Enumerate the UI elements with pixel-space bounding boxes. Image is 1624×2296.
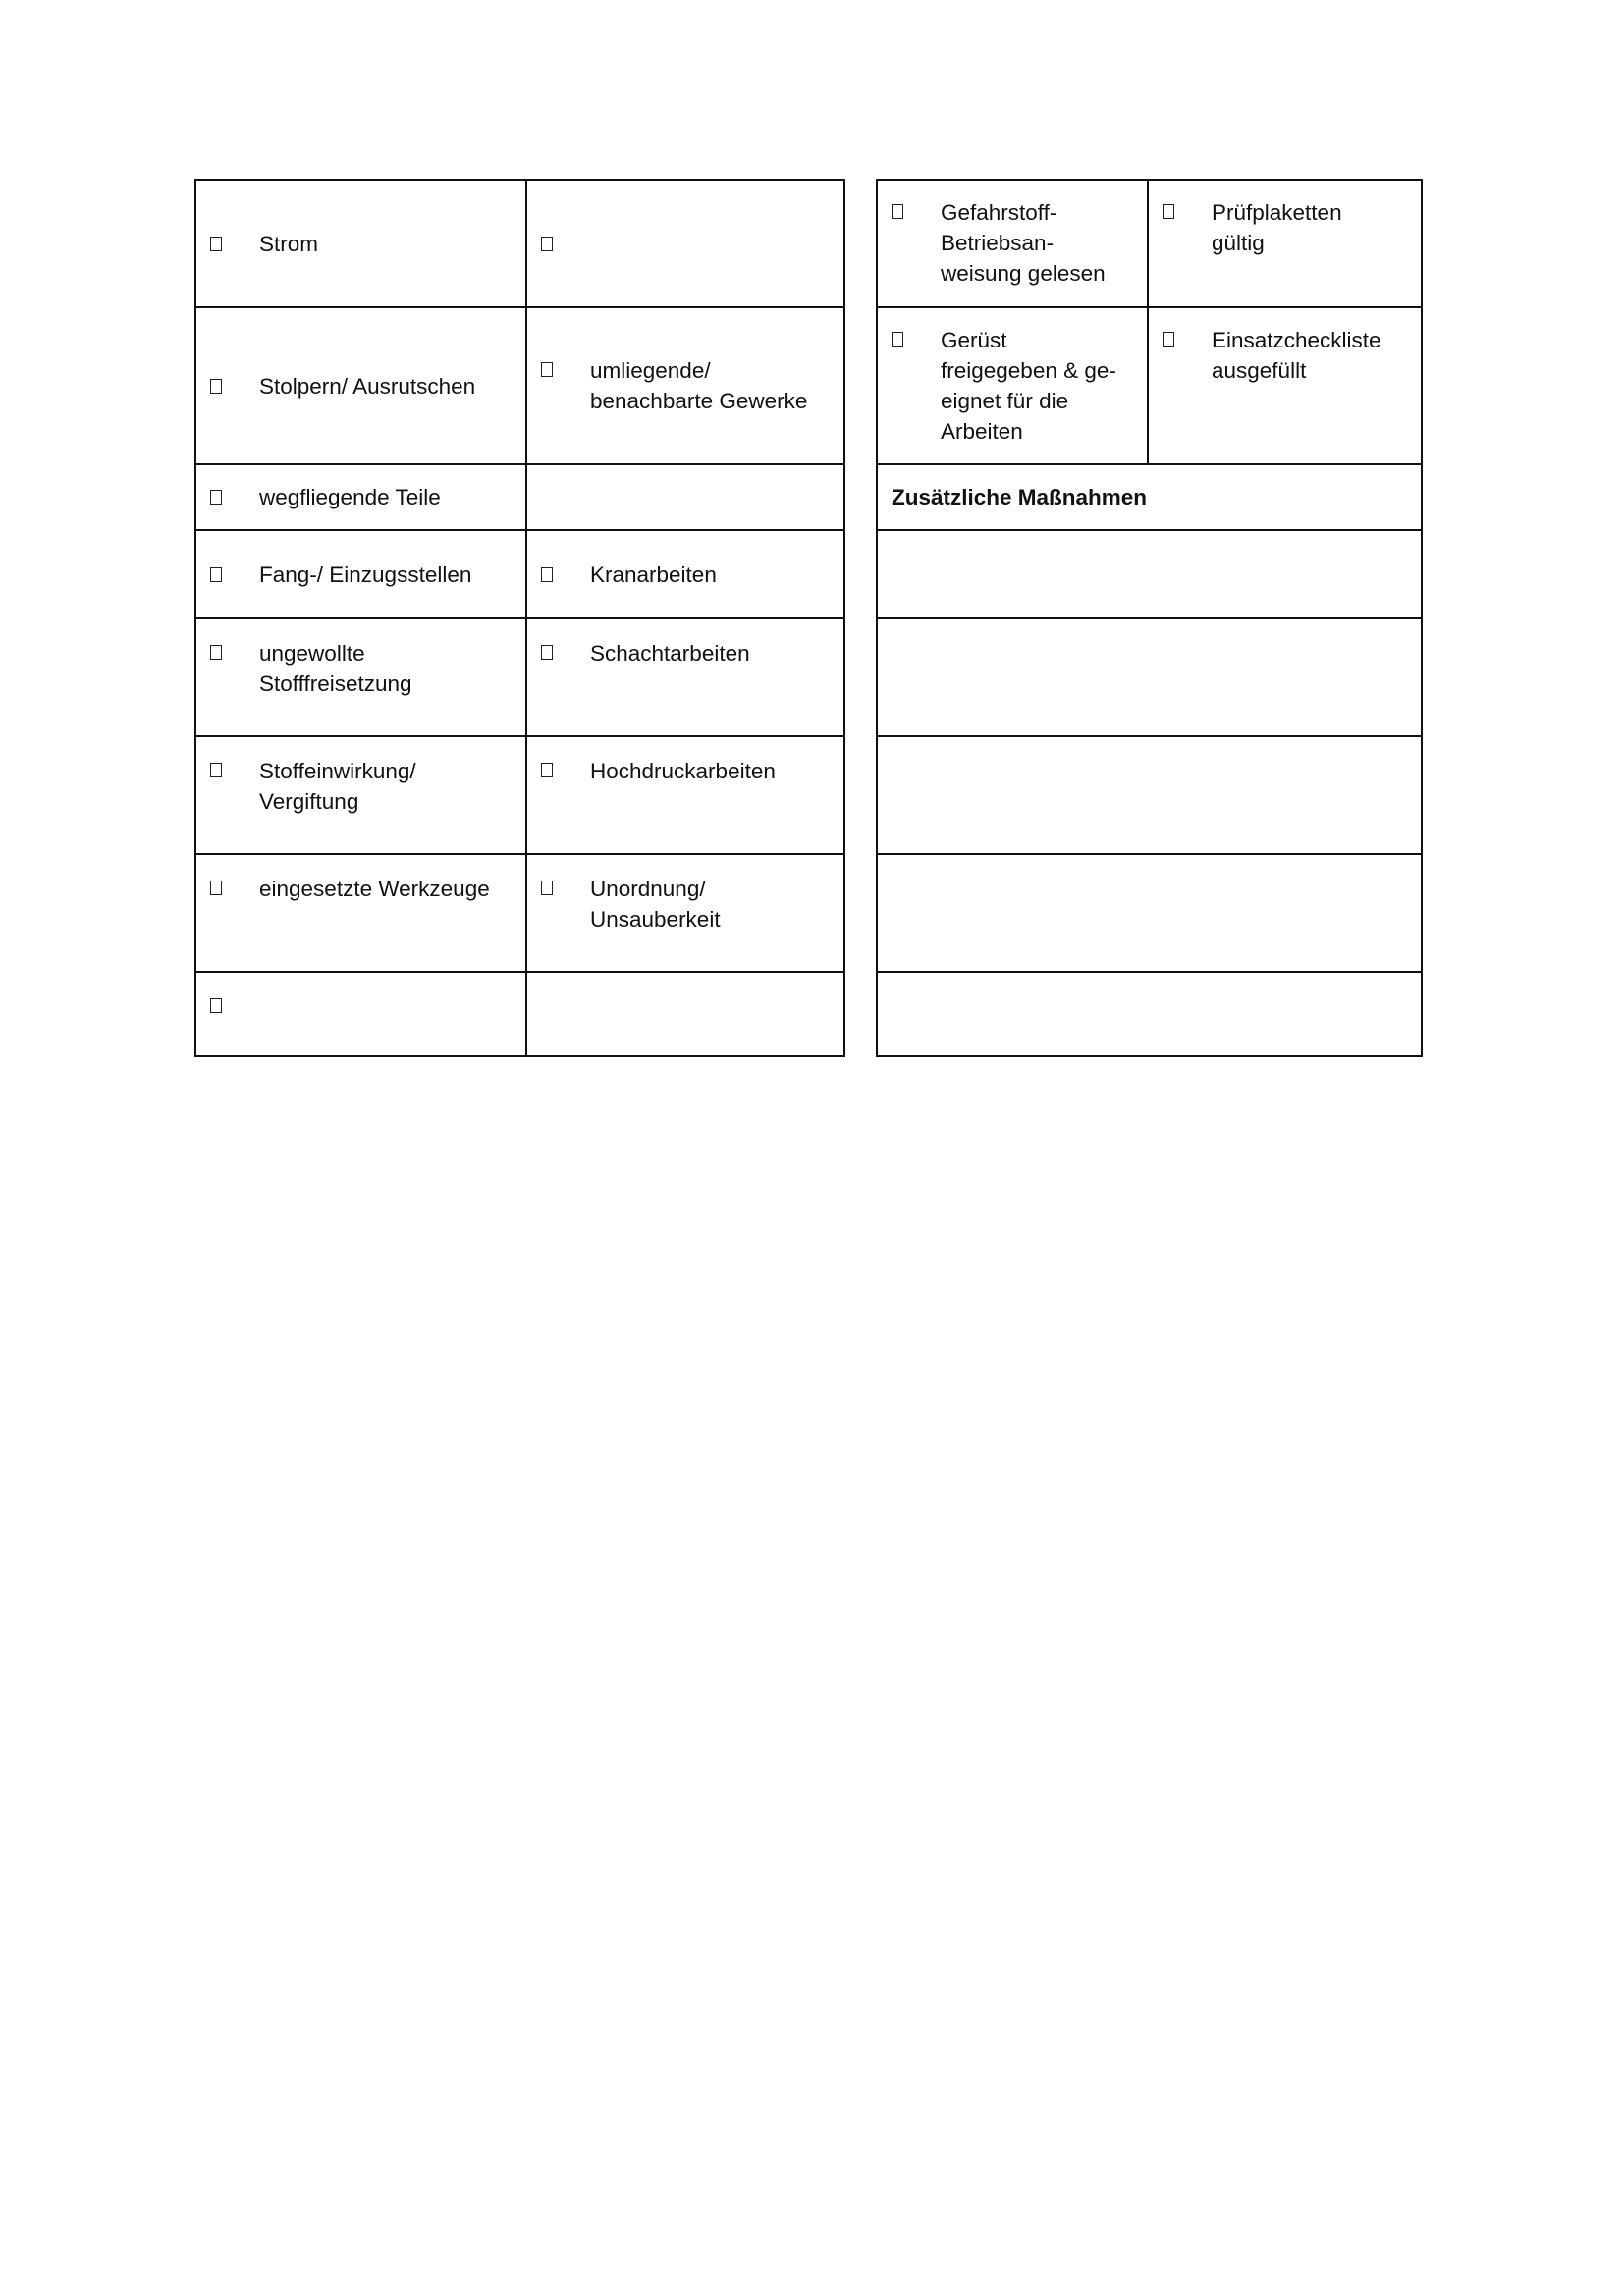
checkbox[interactable]	[541, 567, 553, 582]
checkbox-label: Fang-/ Einzugsstellen	[259, 561, 472, 587]
checkbox[interactable]	[1163, 332, 1174, 347]
table-cell	[527, 465, 843, 529]
checkbox[interactable]	[210, 645, 222, 660]
table-row	[196, 971, 843, 1055]
table-cell	[527, 737, 843, 853]
table-cell	[196, 619, 527, 735]
checkbox-label: ungewollte Stofffreisetzung	[259, 641, 412, 696]
table-row[interactable]	[878, 735, 1421, 853]
table-cell	[1149, 181, 1421, 306]
table-cell	[196, 737, 527, 853]
table-row	[196, 529, 843, 617]
table-row	[196, 181, 843, 306]
empty-measure-cell[interactable]	[878, 619, 1421, 735]
table-row	[196, 735, 843, 853]
checkbox[interactable]	[541, 763, 553, 777]
checkbox[interactable]	[541, 645, 553, 660]
checkbox[interactable]	[210, 379, 222, 394]
table-row	[196, 463, 843, 529]
table-row[interactable]	[878, 617, 1421, 735]
table-cell	[878, 465, 1421, 529]
measures-table	[876, 179, 1423, 1057]
table-cell	[878, 308, 1149, 463]
checkbox-label: Stoffeinwirkung/ Vergiftung	[259, 759, 416, 814]
empty-measure-cell[interactable]	[878, 531, 1421, 617]
section-heading: Zusätzliche Maßnahmen	[892, 485, 1148, 509]
checkbox[interactable]	[210, 763, 222, 777]
table-row	[878, 306, 1421, 463]
checkbox[interactable]	[1163, 204, 1174, 219]
checkbox[interactable]	[210, 567, 222, 582]
table-row[interactable]	[878, 971, 1421, 1055]
checkbox-label: Einsatzcheckliste ausgefüllt	[1212, 328, 1381, 383]
table-row[interactable]	[878, 853, 1421, 971]
table-cell	[527, 181, 843, 306]
table-row	[196, 853, 843, 971]
checkbox-label: Schachtarbeiten	[590, 641, 750, 666]
checkbox[interactable]	[210, 998, 222, 1013]
checkbox-label: umliegende/ benachbarte Gewerke	[590, 358, 808, 413]
checkbox[interactable]	[541, 237, 553, 251]
table-row	[878, 463, 1421, 529]
table-cell	[878, 181, 1149, 306]
table-row	[878, 181, 1421, 306]
checkbox[interactable]	[892, 204, 903, 219]
checkbox[interactable]	[210, 237, 222, 251]
table-cell	[527, 308, 843, 463]
checkbox-label: wegfliegende Teile	[259, 485, 441, 509]
table-cell	[1149, 308, 1421, 463]
table-cell	[196, 531, 527, 617]
table-cell	[527, 619, 843, 735]
table-cell	[196, 973, 527, 1055]
table-cell	[196, 465, 527, 529]
checkbox-label: Stolpern/ Ausrutschen	[259, 373, 476, 399]
checkbox-label: Gerüst freigegeben & ge- eignet für die Arbeiten	[941, 328, 1116, 444]
checkbox-label: Strom	[259, 231, 319, 256]
checkbox-label: Hochdruckarbeiten	[590, 759, 776, 783]
checkbox[interactable]	[210, 490, 222, 505]
hazards-table	[194, 179, 845, 1057]
checkbox-label: Kranarbeiten	[590, 561, 717, 587]
checkbox[interactable]	[541, 362, 553, 377]
table-cell	[196, 308, 527, 463]
checkbox-label: Prüfplaketten gültig	[1212, 200, 1342, 255]
table-cell	[527, 855, 843, 971]
checkbox[interactable]	[541, 881, 553, 895]
table-cell	[196, 855, 527, 971]
checkbox-label: eingesetzte Werkzeuge	[259, 877, 490, 901]
table-row	[196, 617, 843, 735]
checkbox-label: Gefahrstoff- Betriebsan- weisung gelesen	[941, 200, 1106, 286]
empty-measure-cell[interactable]	[878, 855, 1421, 971]
checkbox-label: Unordnung/ Unsauberkeit	[590, 877, 721, 932]
table-row[interactable]	[878, 529, 1421, 617]
checkbox[interactable]	[892, 332, 903, 347]
table-row	[196, 306, 843, 463]
table-cell	[196, 181, 527, 306]
empty-measure-cell[interactable]	[878, 737, 1421, 853]
table-cell	[527, 531, 843, 617]
table-cell	[527, 973, 843, 1055]
checkbox[interactable]	[210, 881, 222, 895]
empty-measure-cell[interactable]	[878, 973, 1421, 1055]
